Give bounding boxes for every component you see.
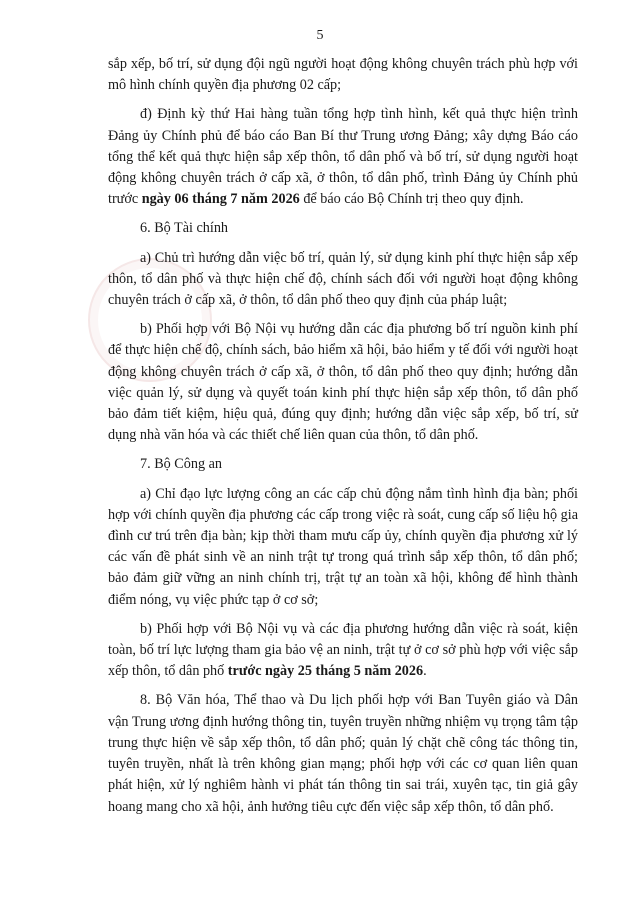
paragraph-7b-text: b) Phối hợp với Bộ Nội vụ và các địa phương hướng dẫn việc rà soát, kiện toàn, bố trí lực lượng tham gia bảo vệ an ninh, trật tự ở cơ sở phù hợp với việc sắp xếp thôn, tổ dân phố xyxy=(108,620,578,680)
document-body xyxy=(108,54,578,826)
paragraph-7b-end: . xyxy=(423,663,427,680)
paragraph-6b: b) Phối hợp với Bộ Nội vụ hướng dẫn các địa phương bố trí nguồn kinh phí để thực hiện chế độ, chính sách, bảo hiểm xã hội, bảo hiểm y tế đối với người hoạt động không chuyên trách ở cấp xã, ở thôn, tổ dân phố theo quy định; hướng dẫn việc quản lý, sử dụng và quyết toán kinh phí thực hiện sắp xếp thôn, tổ dân phố bảo đảm tiết kiệm, hiệu quả, đúng quy định; hướng dẫn việc sắp xếp, bố trí, sử dụng nhà văn hóa và các thiết chế liên quan của thôn, tổ dân phố. xyxy=(108,321,578,444)
paragraph-6a: a) Chủ trì hướng dẫn việc bố trí, quản lý, sử dụng kinh phí thực hiện sắp xếp thôn, tổ dân phố và thực hiện chế độ, chính sách đối với người hoạt động không chuyên trách ở cấp xã, ở thôn, tổ dân phố theo quy định của pháp luật; xyxy=(108,249,578,309)
paragraph-d-text: đ) Định kỳ thứ Hai hàng tuần tổng hợp tình hình, kết quả thực hiện trình Đảng ủy Chính phủ để báo cáo Ban Bí thư Trung ương Đảng; xây dựng Báo cáo tổng thể kết quả thực hiện sắp xếp thôn, tổ dân phố và bố trí, sử dụng người hoạt động không chuyên trách ở cấp xã, ở thôn, tổ dân phố, trình Đảng ủy Chính phủ trước xyxy=(108,106,578,208)
deadline-bold-7b: trước ngày 25 tháng 5 năm 2026 xyxy=(227,663,424,680)
paragraph-7a: a) Chỉ đạo lực lượng công an các cấp chủ động nắm tình hình địa bàn; phối hợp với chính quyền địa phương các cấp trong việc rà soát, cung cấp số liệu hộ gia đình cư trú trên địa bàn; kịp thời tham mưu cấp ủy, chính quyền địa phương xử lý các vấn đề phát sinh về an ninh trật tự trong quá trình sắp xếp thôn, tổ dân phố; bảo đảm giữ vững an ninh chính trị, trật tự an toàn xã hội, không để hình thành điểm nóng, vụ việc phức tạp ở cơ sở; xyxy=(108,485,578,608)
paragraph-8: 8. Bộ Văn hóa, Thể thao và Du lịch phối hợp với Ban Tuyên giáo và Dân vận Trung ương định hướng thông tin, tuyên truyền những nhiệm vụ trọng tâm tập trung thực hiện về sắp xếp thôn, tổ dân phố; quản lý chặt chẽ công tác thông tin, tuyên truyền, nhất là trên không gian mạng; phối hợp với các cơ quan liên quan phát hiện, xử lý nghiêm hành vi phát tán thông tin sai trái, xuyên tạc, tin giả gây hoang mang cho xã hội, ảnh hưởng tiêu cực đến việc sắp xếp thôn, tổ dân phố. xyxy=(108,692,578,815)
deadline-bold: ngày 06 tháng 7 năm 2026 xyxy=(141,191,300,208)
page-number: 5 xyxy=(316,28,324,43)
section-heading-public-security: 7. Bộ Công an xyxy=(140,456,222,473)
paragraph-continuation: sắp xếp, bố trí, sử dụng đội ngũ người hoạt động không chuyên trách phù hợp với mô hình chính quyền địa phương 02 cấp; xyxy=(108,56,578,94)
paragraph-d-end: để báo cáo Bộ Chính trị theo quy định. xyxy=(299,191,524,208)
section-heading-finance: 6. Bộ Tài chính xyxy=(140,220,229,237)
paragraph-d xyxy=(108,104,578,210)
paragraph-7b xyxy=(108,619,578,683)
